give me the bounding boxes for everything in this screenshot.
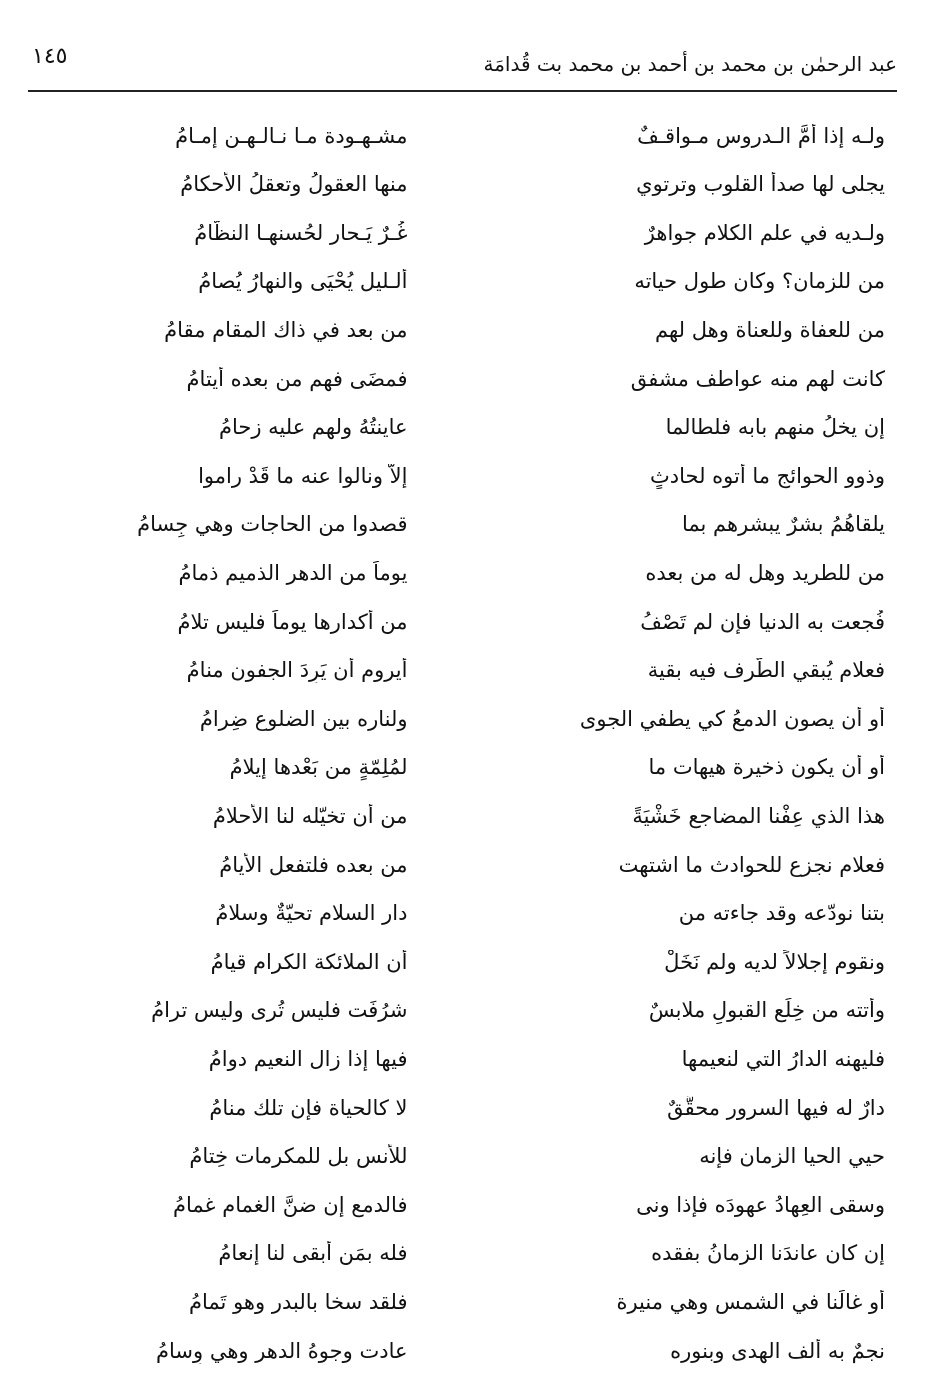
- verse-line: [30, 841, 897, 890]
- verse-second-hemistich: لمُلِمّةٍ من بَعْدها إيلامُ: [229, 755, 408, 780]
- running-title: عبد الرحمٰن بن محمد بن أحمد بن محمد بت قُدامَة: [483, 52, 897, 76]
- verse-line: [30, 987, 897, 1036]
- verse-first-hemistich: ونقوم إجلالاً لديه ولم نَخَلْ: [664, 949, 885, 974]
- verse-first-hemistich: بتنا نودّعه وقد جاءته من: [678, 901, 885, 926]
- verse-line: [30, 306, 897, 355]
- verse-first-hemistich: هذا الذي عِفْنا المضاجع خَشْيَةً: [632, 804, 885, 829]
- verse-second-hemistich: للأنس بل للمكرمات خِتامُ: [189, 1144, 408, 1169]
- verse-first-hemistich: فعلام يُبقي الطَّرف فيه بقية: [647, 658, 885, 683]
- verse-second-hemistich: أيروم أن يَرِدَ الجفون منامُ: [186, 658, 408, 683]
- verse-first-hemistich: ولـديه في علم الكلام جواهرٌ: [644, 220, 885, 245]
- verse-line: [30, 1278, 897, 1327]
- verse-second-hemistich: من بعد في ذاك المقام مقامُ: [164, 318, 408, 343]
- verse-second-hemistich: فله بمَن أبقى لنا إنعامُ: [218, 1241, 408, 1266]
- verse-second-hemistich: من أن تخيّله لنا الأحلامُ: [212, 804, 408, 829]
- verse-second-hemistich: عادت وجوهُ الدهر وهي وِسامُ: [156, 1338, 408, 1363]
- verse-line: [30, 598, 897, 647]
- verse-second-hemistich: ولناره بين الضلوع ضِرامُ: [199, 706, 408, 731]
- verse-second-hemistich: يوماً من الدهر الذميم ذمامُ: [178, 561, 408, 586]
- verse-second-hemistich: دار السلام تحيّةٌ وسلامُ: [215, 901, 408, 926]
- verse-first-hemistich: إن كان عاندَنا الزمانُ بفقده: [651, 1241, 885, 1266]
- verse-line: [30, 1327, 897, 1375]
- verse-first-hemistich: وذوو الحوائج ما أتوه لحادثٍ: [650, 463, 885, 488]
- verse-first-hemistich: وسقى العِهادُ عهودَه فإذا ونى: [636, 1192, 885, 1217]
- verse-first-hemistich: فليهنه الدارُ التي لنعيمها: [681, 1046, 885, 1071]
- verse-line: [30, 258, 897, 307]
- verse-line: [30, 112, 897, 161]
- verse-first-hemistich: وأتته من خِلَع القبولِ ملابسٌ: [648, 998, 885, 1023]
- verse-line: [30, 890, 897, 939]
- verse-second-hemistich: فالدمع إن ضنَّ الغمام غمامُ: [173, 1192, 408, 1217]
- verse-first-hemistich: من للعفاة وللعناة وهل لهم: [655, 318, 885, 343]
- page-header: [28, 40, 897, 92]
- verse-line: [30, 1084, 897, 1133]
- verse-second-hemistich: أن الملائكة الكرام قيامُ: [210, 949, 408, 974]
- verse-first-hemistich: أو غالَنا في الشمس وهي منيرة: [616, 1289, 885, 1314]
- verse-second-hemistich: قصدوا من الحاجات وهي جِسامُ: [137, 512, 408, 537]
- verse-second-hemistich: لا كالحياة فإن تلك منامُ: [209, 1095, 408, 1120]
- poem-body: [30, 112, 897, 1375]
- verse-second-hemistich: شرُفَت فليس تُرى وليس ترامُ: [151, 998, 408, 1023]
- verse-first-hemistich: نجمٌ به ألف الهدى وبنوره: [670, 1338, 885, 1363]
- verse-line: [30, 695, 897, 744]
- verse-second-hemistich: فلقد سخا بالبدر وهو تَمامُ: [189, 1289, 408, 1314]
- verse-second-hemistich: من بعده فلتفعل الأيامُ: [219, 852, 408, 877]
- verse-line: [30, 792, 897, 841]
- verse-line: [30, 938, 897, 987]
- verse-line: [30, 404, 897, 453]
- verse-first-hemistich: فُجعت به الدنيا فإن لم تَصْفُ: [640, 609, 885, 634]
- verse-second-hemistich: من أكدارها يوماً فليس تلامُ: [177, 609, 408, 634]
- verse-line: [30, 452, 897, 501]
- verse-first-hemistich: إن يخلُ منهم بابه فلطالما: [665, 415, 885, 440]
- verse-line: [30, 647, 897, 696]
- verse-line: [30, 161, 897, 210]
- verse-second-hemistich: غُـرٌ يَـحار لحُسنهـا النظّامُ: [194, 220, 408, 245]
- verse-line: [30, 501, 897, 550]
- verse-line: [30, 355, 897, 404]
- verse-first-hemistich: دارٌ له فيها السرور محقَّقٌ: [667, 1095, 885, 1120]
- verse-line: [30, 1230, 897, 1279]
- verse-first-hemistich: من للزمان؟ وكان طول حياته: [634, 269, 885, 294]
- verse-line: [30, 209, 897, 258]
- verse-line: [30, 1035, 897, 1084]
- verse-second-hemistich: مشـهـودة مـا نـالـهـن إمـامُ: [175, 123, 408, 148]
- verse-first-hemistich: حيي الحيا الزمان فإنه: [699, 1144, 885, 1169]
- verse-second-hemistich: إلاّ ونالوا عنه ما قَدْ راموا: [198, 463, 408, 488]
- verse-line: [30, 744, 897, 793]
- verse-first-hemistich: فعلام نجزع للحوادث ما اشتهت: [618, 852, 885, 877]
- verse-first-hemistich: أو أن يصون الدمعُ كي يطفي الجوى: [579, 706, 885, 731]
- verse-first-hemistich: كانت لهم منه عواطف مشفق: [630, 366, 885, 391]
- verse-second-hemistich: منها العقولُ وتعقلُ الأحكامُ: [180, 172, 408, 197]
- verse-first-hemistich: ولـه إذا أمَّ الـدروس مـواقـفٌ: [637, 123, 885, 148]
- verse-second-hemistich: فيها إذا زال النعيم دوامُ: [208, 1046, 408, 1071]
- verse-second-hemistich: عاينتُهُ ولهم عليه زحامُ: [218, 415, 408, 440]
- verse-line: [30, 1181, 897, 1230]
- page-number: ١٤٥: [32, 44, 68, 69]
- verse-line: [30, 549, 897, 598]
- verse-second-hemistich: فمضَى فهم من بعده أيتامُ: [186, 366, 408, 391]
- verse-first-hemistich: أو أن يكون ذخيرة هيهات ما: [648, 755, 885, 780]
- verse-second-hemistich: ألـليل يُحْيَى والنهارُ يُصامُ: [198, 269, 408, 294]
- verse-first-hemistich: يجلى لها صدأ القلوب وترتوي: [636, 172, 885, 197]
- verse-first-hemistich: يلقاهُمُ بشرٌ يبشرهم بما: [682, 512, 885, 537]
- verse-first-hemistich: من للطريد وهل له من بعده: [645, 561, 885, 586]
- verse-line: [30, 1132, 897, 1181]
